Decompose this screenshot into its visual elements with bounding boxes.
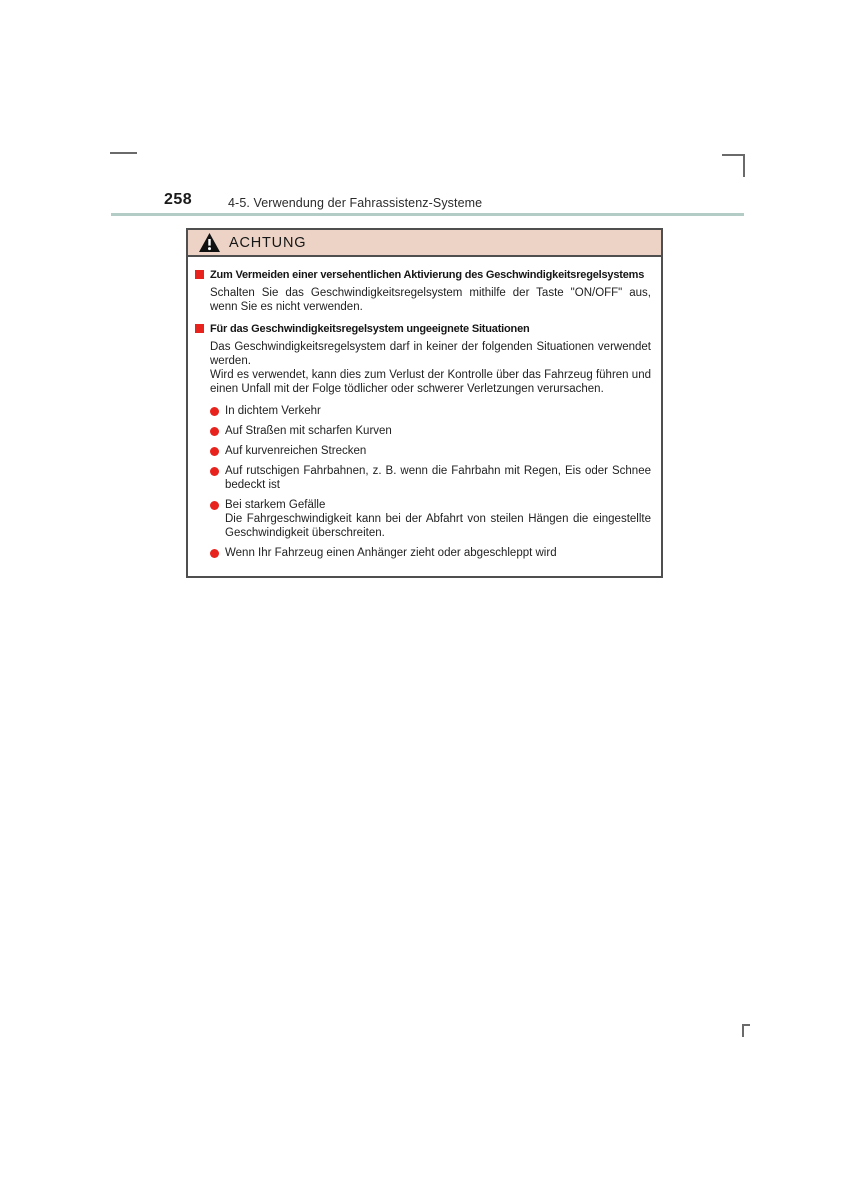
bullet-text: Auf kurvenreichen Strecken	[225, 445, 367, 457]
bullet-text-group	[225, 498, 651, 540]
warning-section-heading: Für das Geschwindigkeitsregelsystem ungeeignete Situationen	[210, 323, 530, 335]
list-item	[210, 404, 651, 418]
warning-triangle-icon	[199, 233, 220, 252]
warning-box-body	[188, 257, 661, 576]
warning-section-paragraphs	[210, 286, 651, 314]
list-item	[210, 444, 651, 458]
section-title: 4-5. Verwendung der Fahrassistenz-Systeme	[228, 196, 483, 210]
crop-mark-top-left	[110, 152, 137, 154]
bullet-text: Wenn Ihr Fahrzeug einen Anhänger zieht oder abgeschleppt wird	[225, 547, 557, 559]
list-item	[210, 498, 651, 540]
warning-section	[195, 322, 651, 560]
list-item	[210, 464, 651, 492]
circle-bullet-icon	[210, 501, 219, 510]
warning-paragraph: Schalten Sie das Geschwindigkeitsregelsystem mithilfe der Taste "ON/OFF" aus, wenn Sie es nicht verwenden.	[210, 287, 651, 313]
warning-box	[186, 228, 663, 578]
warning-paragraph: Wird es verwendet, kann dies zum Verlust der Kontrolle über das Fahrzeug führen und einen Unfall mit der Folge tödlicher oder schwerer Verletzungen verursachen.	[210, 369, 651, 395]
list-item	[210, 546, 651, 560]
bullet-text: Auf rutschigen Fahrbahnen, z. B. wenn die Fahrbahn mit Regen, Eis oder Schnee bedeckt ist	[225, 465, 651, 491]
circle-bullet-icon	[210, 407, 219, 416]
crop-mark-top-right-vertical	[743, 154, 745, 177]
warning-section-paragraphs	[210, 340, 651, 396]
bullet-text: Bei starkem Gefälle	[225, 499, 326, 511]
list-item	[210, 424, 651, 438]
circle-bullet-icon	[210, 447, 219, 456]
header-rule	[111, 213, 744, 216]
warning-section-heading: Zum Vermeiden einer versehentlichen Aktivierung des Geschwindigkeitsregelsystems	[210, 269, 645, 281]
warning-section	[195, 268, 651, 314]
circle-bullet-icon	[210, 549, 219, 558]
bullet-text: In dichtem Verkehr	[225, 405, 321, 417]
square-bullet-icon	[195, 270, 204, 279]
warning-box-title: ACHTUNG	[229, 234, 307, 251]
warning-section-heading-row	[195, 268, 651, 282]
square-bullet-icon	[195, 324, 204, 333]
crop-mark-top-right-horizontal	[722, 154, 745, 156]
bullet-detail: Die Fahrgeschwindigkeit kann bei der Abfahrt von steilen Hängen die eingestellte Geschwindigkeit überschreiten.	[225, 513, 651, 539]
warning-box-header	[188, 230, 661, 257]
warning-bullet-list	[210, 404, 651, 560]
circle-bullet-icon	[210, 467, 219, 476]
page-number: 258	[164, 191, 193, 208]
bullet-text: Auf Straßen mit scharfen Kurven	[225, 425, 392, 437]
crop-mark-bottom-right-vertical	[742, 1024, 744, 1037]
warning-paragraph: Das Geschwindigkeitsregelsystem darf in keiner der folgenden Situationen verwendet werden.	[210, 341, 651, 367]
circle-bullet-icon	[210, 427, 219, 436]
warning-section-heading-row	[195, 322, 651, 336]
